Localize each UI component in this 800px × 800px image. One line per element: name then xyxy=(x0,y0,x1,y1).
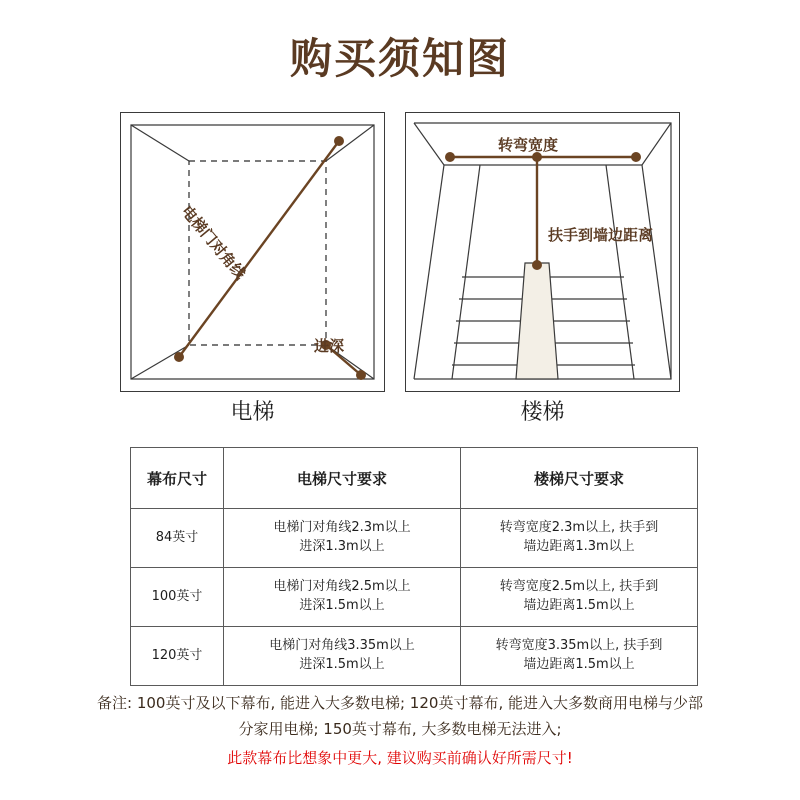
notes-block xyxy=(40,690,760,771)
cell-size: 84英寸 xyxy=(131,509,224,568)
table-row xyxy=(131,509,698,568)
note-line-1: 备注: 100英寸及以下幕布, 能进入大多数电梯; 120英寸幕布, 能进入大多数商用电梯与少部 xyxy=(97,694,703,712)
cell-stair-req: 转弯宽度2.5m以上, 扶手到 墙边距离1.5m以上 xyxy=(461,568,698,627)
stair-turn-width-label: 转弯宽度 xyxy=(498,136,559,154)
header-stair: 楼梯尺寸要求 xyxy=(461,448,698,509)
header-elevator: 电梯尺寸要求 xyxy=(224,448,461,509)
table-row xyxy=(131,627,698,686)
note-line-2: 分家用电梯; 150英寸幕布, 大多数电梯无法进入; xyxy=(238,720,562,739)
stair-diagram xyxy=(405,112,680,392)
cell-stair-req: 转弯宽度3.35m以上, 扶手到 墙边距离1.5m以上 xyxy=(461,627,698,686)
cell-elevator-req: 电梯门对角线2.3m以上 进深1.3m以上 xyxy=(224,509,461,568)
elevator-depth-label: 进深 xyxy=(314,337,345,355)
table-header-row xyxy=(131,448,698,509)
cell-stair-req: 转弯宽度2.3m以上, 扶手到 墙边距离1.3m以上 xyxy=(461,509,698,568)
cell-elevator-req: 电梯门对角线3.35m以上 进深1.5m以上 xyxy=(224,627,461,686)
stair-caption: 楼梯 xyxy=(520,400,565,425)
elevator-caption: 电梯 xyxy=(230,400,275,425)
header-size: 幕布尺寸 xyxy=(131,448,224,509)
diagram-row xyxy=(0,112,800,402)
elevator-diagram xyxy=(120,112,385,392)
elevator-diagonal-label: 电梯门对角线 xyxy=(177,202,250,283)
table-row xyxy=(131,568,698,627)
note-warning: 此款幕布比想象中更大, 建议购买前确认好所需尺寸! xyxy=(227,748,573,767)
elevator-diagram-svg xyxy=(121,113,384,391)
spec-table xyxy=(130,447,698,686)
page-title: 购买须知图 xyxy=(289,34,510,83)
cell-size: 120英寸 xyxy=(131,627,224,686)
cell-size: 100英寸 xyxy=(131,568,224,627)
stair-handrail-distance-label: 扶手到墙边距离 xyxy=(548,226,654,244)
cell-elevator-req: 电梯门对角线2.5m以上 进深1.5m以上 xyxy=(224,568,461,627)
